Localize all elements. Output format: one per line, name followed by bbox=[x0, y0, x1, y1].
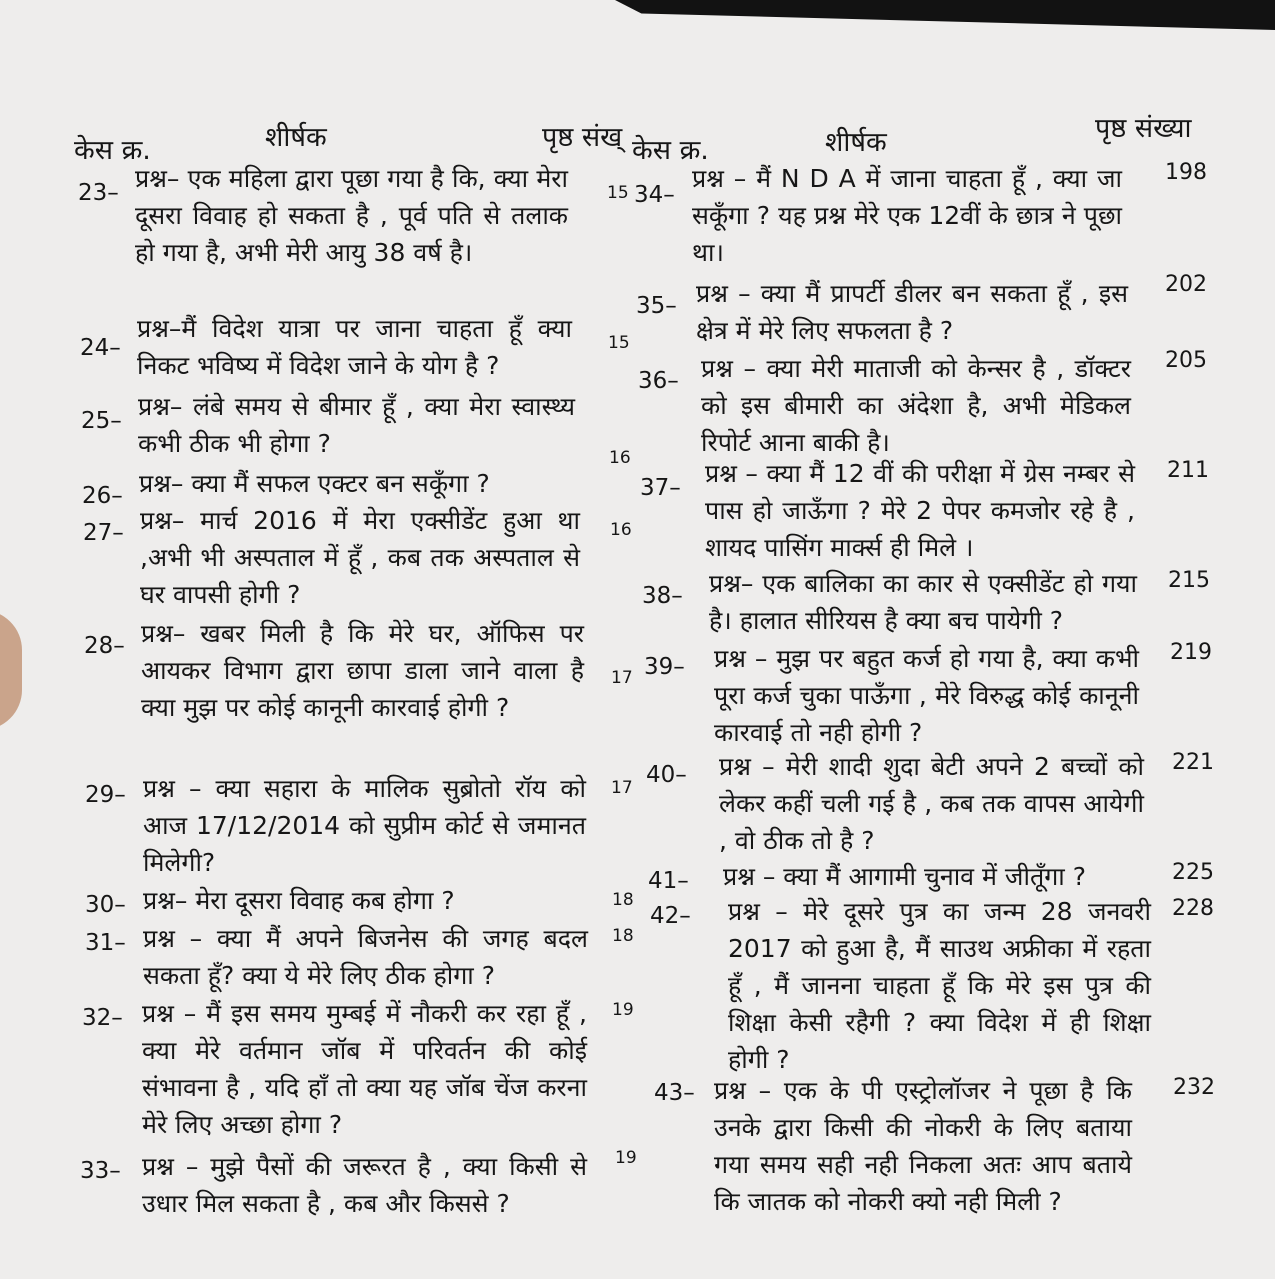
page-number: 228 bbox=[1172, 896, 1214, 921]
page-number: 215 bbox=[1168, 568, 1210, 593]
page-number: 18 bbox=[612, 926, 634, 946]
question-text: प्रश्न – मैं N D A में जाना चाहता हूँ , क्या जा सकूँगा ? यह प्रश्न मेरे एक 12वीं के छात्र ने पूछा था। bbox=[692, 164, 1122, 267]
case-number: 37– bbox=[640, 475, 681, 501]
page-number: 17 bbox=[611, 668, 633, 688]
question-text: प्रश्न– खबर मिली है कि मेरे घर, ऑफिस पर आयकर विभाग द्वारा छापा डाला जाने वाला है क्या मुझ पर कोई कानूनी कारवाई होगी ? bbox=[141, 619, 584, 722]
case-number: 42– bbox=[650, 903, 691, 929]
case-number: 32– bbox=[82, 1005, 123, 1031]
case-number: 28– bbox=[84, 633, 125, 659]
question-text: प्रश्न – क्या मैं 12 वीं की परीक्षा में ग्रेस नम्बर से पास हो जाऊँगा ? मेरे 2 पेपर कमजोर रहे है , शायद पासिंग मार्क्स ही मिले । bbox=[705, 459, 1135, 562]
question-text: प्रश्न– मेरा दूसरा विवाह कब होगा ? bbox=[143, 886, 455, 915]
page-number: 205 bbox=[1165, 348, 1207, 373]
question-text: प्रश्न–मैं विदेश यात्रा पर जाना चाहता हूँ क्या निकट भविष्य में विदेश जाने के योग है ? bbox=[137, 314, 572, 380]
case-number: 29– bbox=[85, 782, 126, 808]
case-number: 38– bbox=[642, 583, 683, 609]
question-text: प्रश्न – मुझ पर बहुत कर्ज हो गया है, क्या कभी पूरा कर्ज चुका पाऊँगा , मेरे विरुद्ध कोई कानूनी कारवाई तो नही होगी ? bbox=[714, 644, 1139, 747]
page-number: 18 bbox=[612, 890, 634, 910]
header-page-no: पृष्ठ संख् bbox=[542, 122, 623, 153]
case-number: 43– bbox=[654, 1080, 695, 1106]
page-number: 198 bbox=[1165, 160, 1207, 185]
case-number: 27– bbox=[83, 520, 124, 546]
case-number: 23– bbox=[78, 180, 119, 206]
page-number: 211 bbox=[1167, 458, 1209, 483]
page-number: 221 bbox=[1172, 750, 1214, 775]
question-text: प्रश्न – क्या मैं अपने बिजनेस की जगह बदल सकता हूँ? क्या ये मेरे लिए ठीक होगा ? bbox=[143, 924, 588, 990]
question-text: प्रश्न – क्या सहारा के मालिक सुब्रोतो रॉय को आज 17/12/2014 को सुप्रीम कोर्ट से जमानत मिलेगी? bbox=[143, 774, 586, 877]
page-number: 17 bbox=[611, 778, 633, 798]
page-edge-shadow bbox=[615, 0, 1275, 30]
page-number: 232 bbox=[1173, 1075, 1215, 1100]
header-title: शीर्षक bbox=[265, 122, 327, 153]
page-number: 202 bbox=[1165, 272, 1207, 297]
case-number: 41– bbox=[648, 868, 689, 894]
case-number: 34– bbox=[634, 182, 675, 208]
question-text: प्रश्न – मेरे दूसरे पुत्र का जन्म 28 जनवरी 2017 को हुआ है, मैं साउथ अफ्रीका में रहता हूँ , मैं जानना चाहता हूँ कि मेरे इस पुत्र की शिक्षा केसी रहैगी ? क्या विदेश में ही शिक्षा होगी ? bbox=[728, 897, 1151, 1074]
question-text: प्रश्न– एक महिला द्वारा पूछा गया है कि, क्या मेरा दूसरा विवाह हो सकता है , पूर्व पति से तलाक हो गया है, अभी मेरी आयु 38 वर्ष है। bbox=[135, 164, 568, 267]
question-text: प्रश्न– लंबे समय से बीमार हूँ , क्या मेरा स्वास्थ्य कभी ठीक भी होगा ? bbox=[138, 392, 575, 458]
question-text: प्रश्न – एक के पी एस्ट्रोलॉजर ने पूछा है कि उनके द्वारा किसी की नोकरी के लिए बताया गया समय सही नही निकला अतः आप बताये कि जातक को नोकरी क्यो नही मिली ? bbox=[714, 1076, 1132, 1216]
page-number: 16 bbox=[609, 448, 631, 468]
header-title: शीर्षक bbox=[825, 127, 887, 158]
question-text: प्रश्न – मैं इस समय मुम्बई में नौकरी कर रहा हूँ , क्या मेरे वर्तमान जॉब में परिवर्तन की कोई संभावना है , यदि हाँ तो क्या यह जॉब चेंज करना मेरे लिए अच्छा होगा ? bbox=[142, 999, 587, 1139]
header-case-no: केस क्र. bbox=[632, 135, 709, 166]
page-number: 15 bbox=[608, 333, 630, 353]
page-number: 19 bbox=[615, 1148, 637, 1168]
case-number: 40– bbox=[646, 762, 687, 788]
case-number: 35– bbox=[636, 293, 677, 319]
question-text: प्रश्न– एक बालिका का कार से एक्सीडेंट हो गया है। हालात सीरियस है क्या बच पायेगी ? bbox=[709, 569, 1137, 635]
page-number: 19 bbox=[612, 1000, 634, 1020]
question-text: प्रश्न– मार्च 2016 में मेरा एक्सीडेंट हुआ था ,अभी भी अस्पताल में हूँ , कब तक अस्पताल से घर वापसी होगी ? bbox=[140, 506, 580, 609]
case-number: 39– bbox=[644, 654, 685, 680]
case-number: 30– bbox=[85, 892, 126, 918]
question-text: प्रश्न – मुझे पैसों की जरूरत है , क्या किसी से उधार मिल सकता है , कब और किससे ? bbox=[142, 1152, 587, 1218]
question-text: प्रश्न– क्या मैं सफल एक्टर बन सकूँगा ? bbox=[139, 469, 490, 498]
question-text: प्रश्न – क्या मैं प्रापर्टी डीलर बन सकता हूँ , इस क्षेत्र में मेरे लिए सफलता है ? bbox=[696, 279, 1128, 345]
finger-at-edge bbox=[0, 610, 22, 730]
question-text: प्रश्न – क्या मैं आगामी चुनाव में जीतूँगा ? bbox=[723, 862, 1086, 891]
page-number: 225 bbox=[1172, 860, 1214, 885]
header-case-no: केस क्र. bbox=[74, 135, 151, 166]
case-number: 24– bbox=[80, 335, 121, 361]
question-text: प्रश्न – मेरी शादी शुदा बेटी अपने 2 बच्चों को लेकर कहीं चली गई है , कब तक वापस आयेगी , वो ठीक तो है ? bbox=[719, 752, 1144, 855]
case-number: 26– bbox=[82, 483, 123, 509]
case-number: 25– bbox=[81, 408, 122, 434]
case-number: 31– bbox=[85, 930, 126, 956]
page-number: 219 bbox=[1170, 640, 1212, 665]
case-number: 36– bbox=[638, 368, 679, 394]
page-number: 15 bbox=[607, 183, 629, 203]
case-number: 33– bbox=[80, 1158, 121, 1184]
header-page-no: पृष्ठ संख्या bbox=[1095, 113, 1192, 144]
page-number: 16 bbox=[610, 520, 632, 540]
question-text: प्रश्न – क्या मेरी माताजी को केन्सर है , डॉक्टर को इस बीमारी का अंदेशा है, अभी मेडिकल रिपोर्ट आना बाकी है। bbox=[701, 354, 1131, 457]
